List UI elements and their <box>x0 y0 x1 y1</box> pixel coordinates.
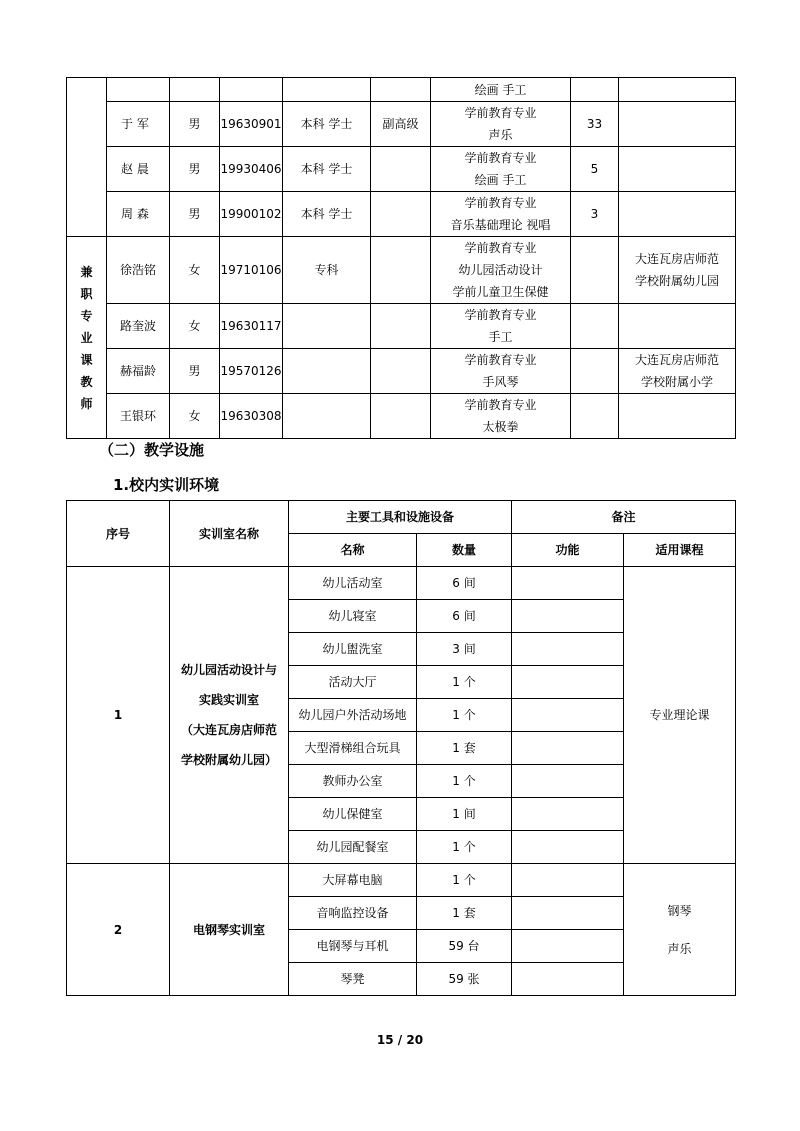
birth-cell: 19630901 <box>220 102 283 147</box>
equipment-qty: 1 套 <box>417 732 512 765</box>
table-row <box>67 102 736 147</box>
equipment-name: 大屏幕电脑 <box>289 864 417 897</box>
equipment-name: 电钢琴与耳机 <box>289 930 417 963</box>
equipment-name: 幼儿园配餐室 <box>289 831 417 864</box>
title-cell: 副高级 <box>371 102 431 147</box>
teacher-name: 周 森 <box>107 192 170 237</box>
years-cell: 33 <box>571 102 619 147</box>
table-row <box>67 237 736 304</box>
unit-cell: 大连瓦房店师范 学校附属小学 <box>619 349 736 394</box>
room-index: 2 <box>67 864 170 996</box>
table-row <box>67 567 736 600</box>
room-course: 专业理论课 <box>624 567 736 864</box>
header-quantity: 数量 <box>417 534 512 567</box>
teacher-name: 王银环 <box>107 394 170 439</box>
unit-cell: 大连瓦房店师范 学校附属幼儿园 <box>619 237 736 304</box>
course-cell: 学前教育专业 手工 <box>431 304 571 349</box>
equipment-name: 音响监控设备 <box>289 897 417 930</box>
table-row <box>67 147 736 192</box>
gender-cell: 男 <box>170 192 220 237</box>
education-cell: 专科 <box>283 237 371 304</box>
teacher-name: 路奎波 <box>107 304 170 349</box>
course-cell: 学前教育专业 声乐 <box>431 102 571 147</box>
table-row <box>67 864 736 897</box>
teacher-name: 赵 晨 <box>107 147 170 192</box>
equipment-name: 幼儿活动室 <box>289 567 417 600</box>
facility-table <box>66 500 736 996</box>
years-cell: 5 <box>571 147 619 192</box>
course-cell: 学前教育专业 音乐基础理论 视唱 <box>431 192 571 237</box>
gender-cell: 男 <box>170 147 220 192</box>
equipment-qty: 1 个 <box>417 765 512 798</box>
education-cell: 本科 学士 <box>283 192 371 237</box>
header-function: 功能 <box>512 534 624 567</box>
table-row <box>67 78 736 102</box>
teacher-name: 徐浩铭 <box>107 237 170 304</box>
course-cell: 学前教育专业 手风琴 <box>431 349 571 394</box>
equipment-qty: 6 间 <box>417 567 512 600</box>
course-cell: 学前教育专业 幼儿园活动设计 学前儿童卫生保健 <box>431 237 571 304</box>
table-row <box>67 394 736 439</box>
birth-cell: 19900102 <box>220 192 283 237</box>
header-room: 实训室名称 <box>170 501 289 567</box>
room-course: 钢琴 声乐 <box>624 864 736 996</box>
header-row <box>67 501 736 534</box>
teacher-name: 于 军 <box>107 102 170 147</box>
equipment-qty: 59 张 <box>417 963 512 996</box>
header-equipment: 主要工具和设施设备 <box>289 501 512 534</box>
equipment-name: 幼儿盥洗室 <box>289 633 417 666</box>
equipment-qty: 6 间 <box>417 600 512 633</box>
header-course: 适用课程 <box>624 534 736 567</box>
gender-cell: 男 <box>170 349 220 394</box>
gender-cell: 女 <box>170 304 220 349</box>
equipment-name: 琴凳 <box>289 963 417 996</box>
education-cell: 本科 学士 <box>283 147 371 192</box>
equipment-name: 幼儿园户外活动场地 <box>289 699 417 732</box>
teacher-name: 赫福龄 <box>107 349 170 394</box>
equipment-qty: 1 套 <box>417 897 512 930</box>
header-remarks: 备注 <box>512 501 736 534</box>
table-row <box>67 304 736 349</box>
birth-cell: 19710106 <box>220 237 283 304</box>
course-cell: 学前教育专业 绘画 手工 <box>431 147 571 192</box>
equipment-name: 活动大厅 <box>289 666 417 699</box>
equipment-qty: 1 个 <box>417 699 512 732</box>
equipment-name: 教师办公室 <box>289 765 417 798</box>
section-heading: （二）教学设施 <box>99 441 205 459</box>
birth-cell: 19630117 <box>220 304 283 349</box>
staff-table <box>66 77 736 439</box>
gender-cell: 女 <box>170 394 220 439</box>
header-name: 名称 <box>289 534 417 567</box>
equipment-qty: 1 间 <box>417 798 512 831</box>
gender-cell: 男 <box>170 102 220 147</box>
birth-cell: 19570126 <box>220 349 283 394</box>
birth-cell: 19630308 <box>220 394 283 439</box>
page-number: 15 / 20 <box>376 1033 424 1047</box>
education-cell: 本科 学士 <box>283 102 371 147</box>
course-cell: 学前教育专业 太极拳 <box>431 394 571 439</box>
equipment-qty: 1 个 <box>417 864 512 897</box>
equipment-qty: 1 个 <box>417 831 512 864</box>
part-time-category: 兼 职 专 业 课 教 师 <box>67 237 107 439</box>
equipment-name: 大型滑梯组合玩具 <box>289 732 417 765</box>
room-name: 幼儿园活动设计与 实践实训室 （大连瓦房店师范 学校附属幼儿园） <box>170 567 289 864</box>
room-name: 电钢琴实训室 <box>170 864 289 996</box>
equipment-name: 幼儿寝室 <box>289 600 417 633</box>
room-index: 1 <box>67 567 170 864</box>
equipment-name: 幼儿保健室 <box>289 798 417 831</box>
table-row <box>67 349 736 394</box>
years-cell: 3 <box>571 192 619 237</box>
header-index: 序号 <box>67 501 170 567</box>
course-cell: 绘画 手工 <box>431 78 571 102</box>
gender-cell: 女 <box>170 237 220 304</box>
equipment-qty: 1 个 <box>417 666 512 699</box>
subsection-heading: 1.校内实训环境 <box>113 476 220 494</box>
birth-cell: 19930406 <box>220 147 283 192</box>
equipment-qty: 59 台 <box>417 930 512 963</box>
category-cell <box>67 78 107 237</box>
table-row <box>67 192 736 237</box>
equipment-qty: 3 间 <box>417 633 512 666</box>
